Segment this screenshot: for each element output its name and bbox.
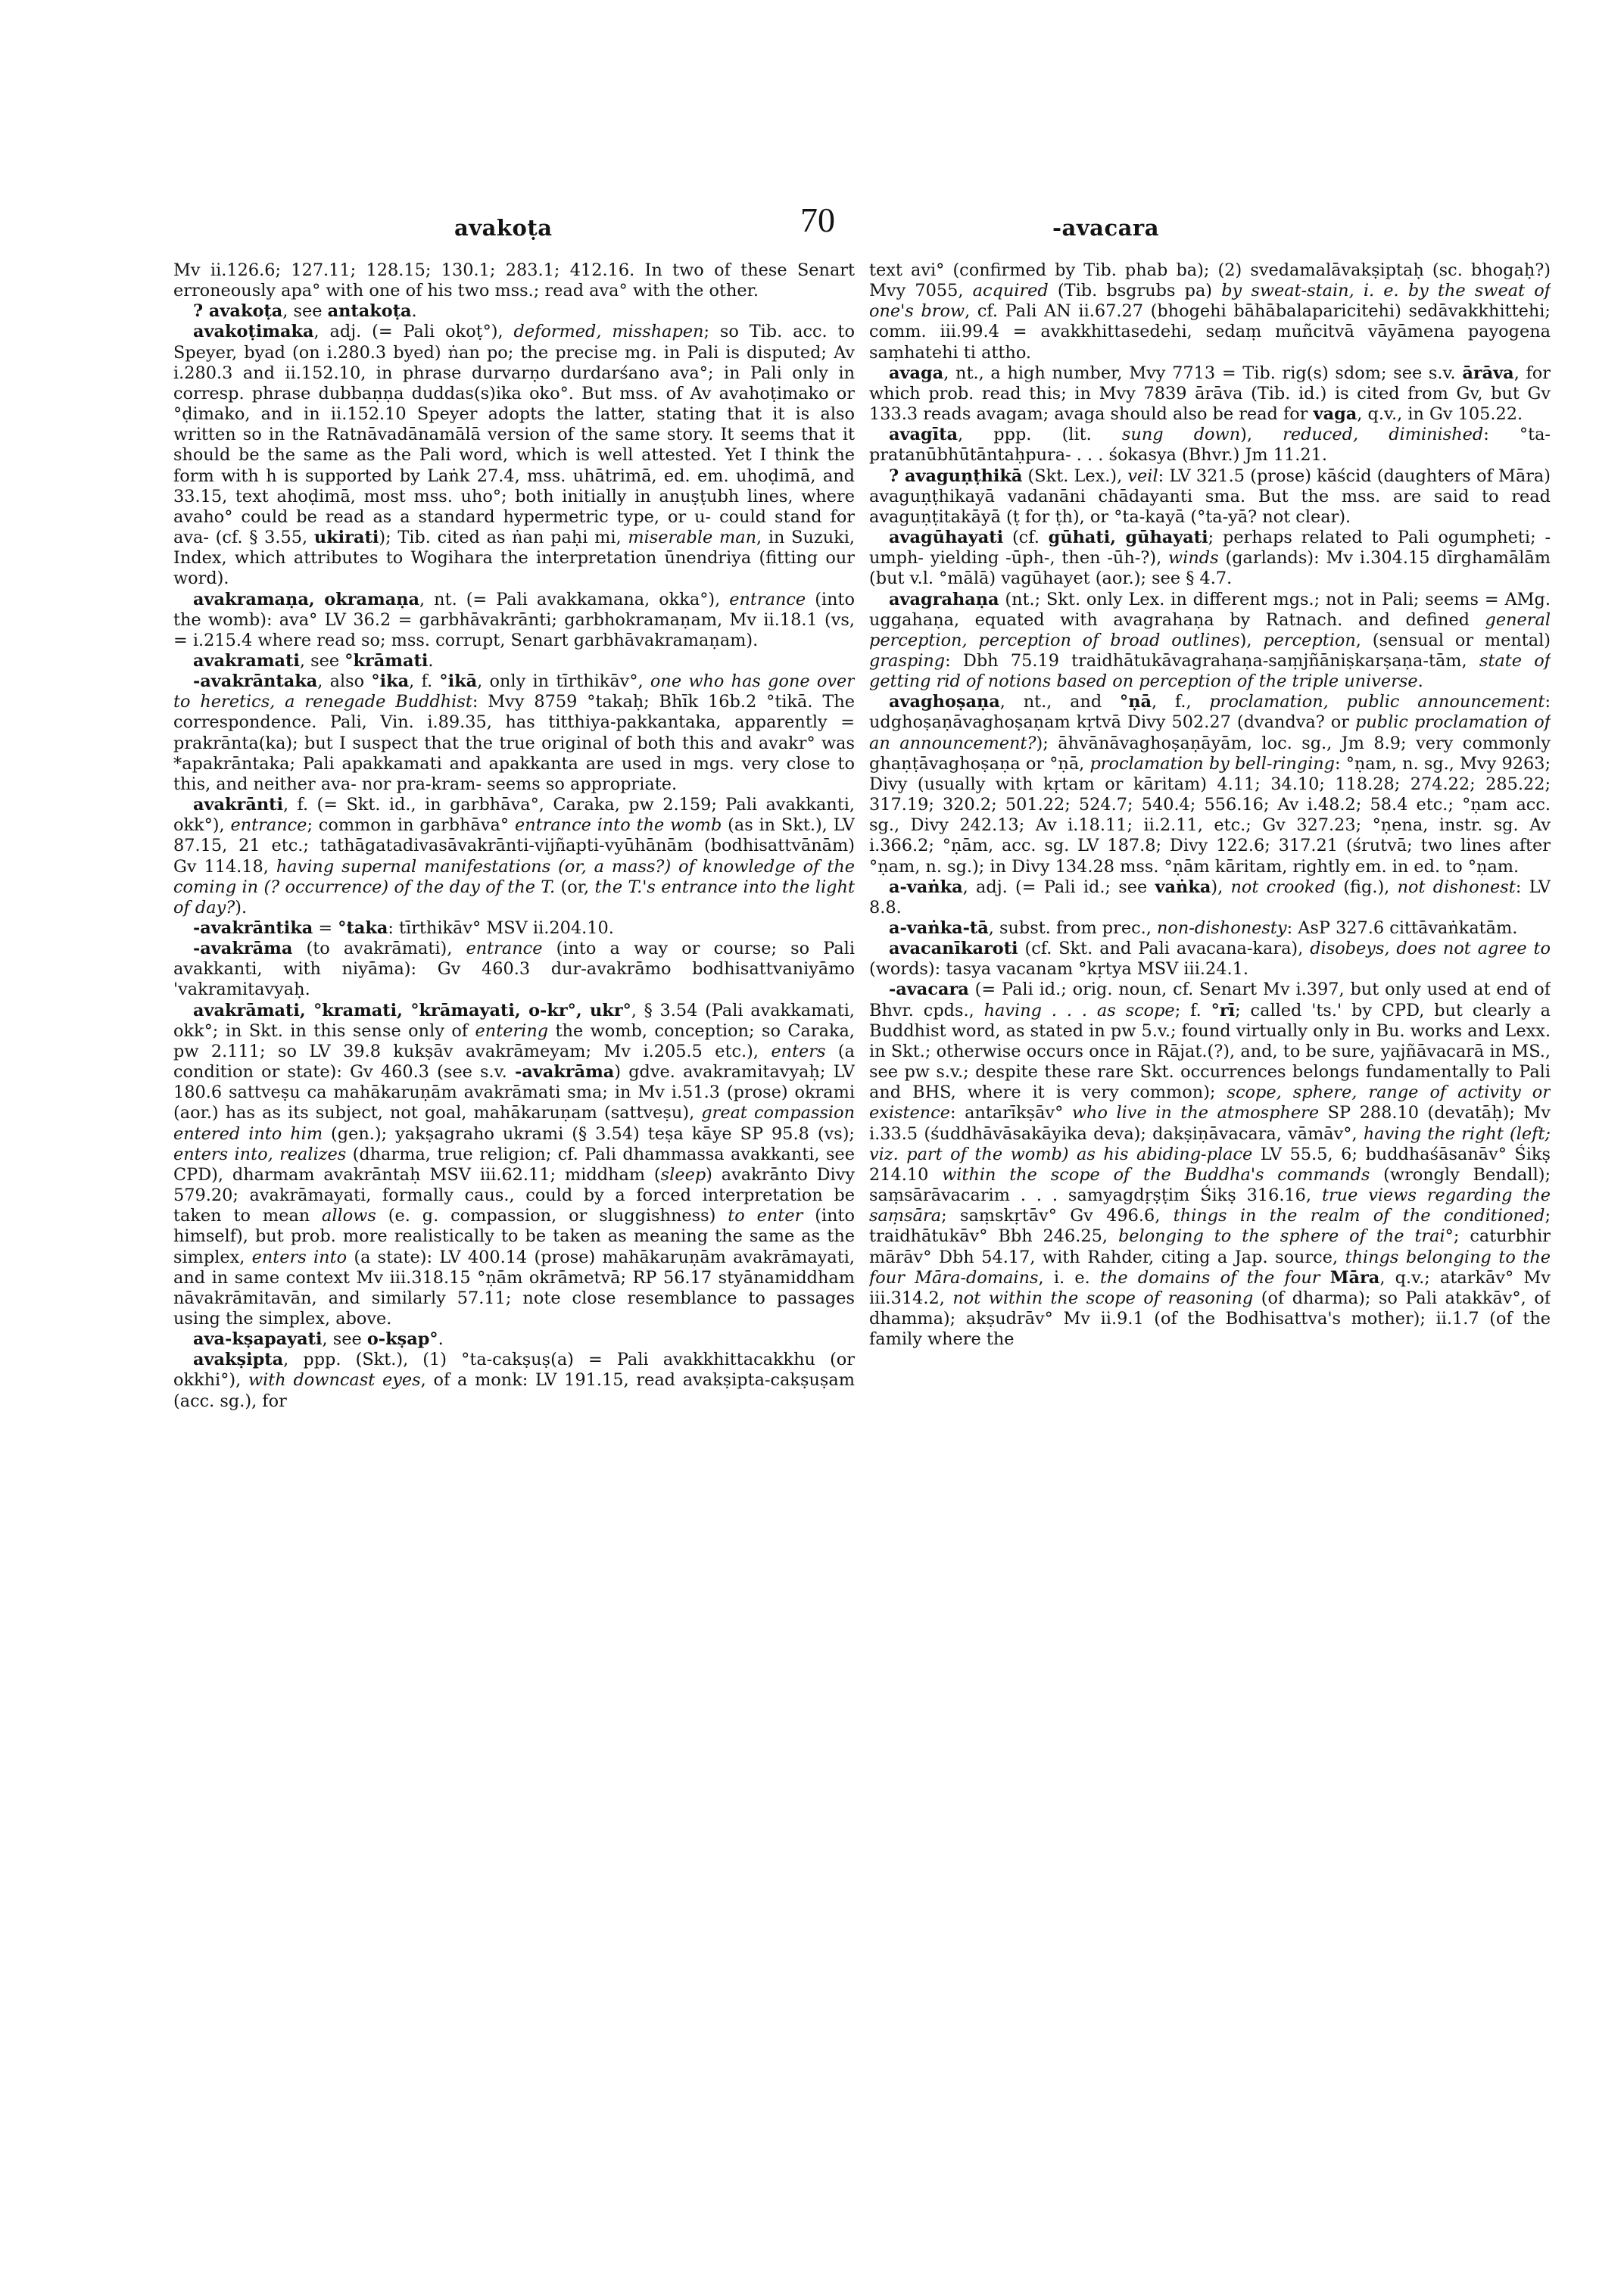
dictionary-entry: -avacara (= Pali id.; orig. noun, cf. Senart Mv i.397, but only used at end of Bhvr. cpds., having . . . as scope; f. °rī; called 'ts.' by CPD, but clearly a Buddhist word, as stated in pw 5.v.; found virtually only in Bu. works and Lexx. in Skt.; otherwise occurs once in Rājat.(?), and, to be sure, yajñāvacarā in MS., see pw s.v.; despite these rare Skt. occurrences belongs fundamentally to Pali and BHS, where it is very common); scope, sphere, range of activity or existence: antarīkṣāv° who live in the atmosphere SP 288.10 (devatāḥ); Mv i.33.5 (śuddhāvāsakāyika deva); dakṣiṇāvacara, vāmāv°, having the right (left; viz. part of the womb) as his abiding-place LV 55.5, 6; buddhaśāsanāv° Śikṣ 214.10 within the scope of the Buddha's commands (wrongly Bendall); saṃsārāvacarim . . . samyagdṛṣṭim Śikṣ 316.16, true views regarding the saṃsāra; saṃskṛtāv° Gv 496.6, things in the realm of the conditioned; traidhātukāv° Bbh 246.25, belonging to the sphere of the trai°; caturbhir mārāv° Dbh 54.17, with Rahder, citing a Jap. source, things belonging to the four Māra-domains, i. e. the domains of the four Māra, q.v.; atarkāv° Mv iii.314.2, not within the scope of reasoning (of dharma); so Pali atakkāv°, of dhamma); akṣudrāv° Mv ii.9.1 (of the Bodhisattva's mother); ii.1.7 (of the family where the (869, 980, 1551, 1350)
dictionary-entry: avakoṭimaka, adj. (= Pali okoṭ°), deformed, misshapen; so Tib. acc. to Speyer, byad (on i.280.3 byed) ṅan po; the precise mg. in Pali is disputed; Av i.280.3 and ii.152.10, in phrase durvarṇo durdarśano ava°; in Pali only in corresp. phrase dubbaṇṇa duddas(s)ika oko°. But mss. of Av avahoṭimako or °ḍimako, and in ii.152.10 Speyer adopts the latter, stating that it is also written so in the Ratnāvadānamālā version of the same story. It seems that it should be the same as the Pali word, which is well attested. Yet I think the form with h is supported by Laṅk 27.4, mss. uhātrimā, ed. em. uhoḍimā, and 33.15, text ahoḍimā, most mss. uho°; both initially in anuṣṭubh lines, where avaho° could be read as a standard hypermetric type, or u- could stand for ava- (cf. § 3.55, ukirati); Tib. cited as ṅan paḥi mi, miserable man, in Suzuki, Index, which attributes to Wogihara the interpretation ūnendriya (fitting our word). (173, 322, 855, 589)
dictionary-entry: avagūhayati (cf. gūhati, gūhayati; perhaps related to Pali ogumpheti; -umph- yielding -ūph-, then -ūh-?), winds (garlands): Mv i.304.15 dīrghamālām (but v.l. °mālā) vagūhayet (aor.); see § 4.7. (869, 528, 1551, 589)
dictionary-entry: a-vaṅka-tā, subst. from prec., non-dishonesty: AsP 327.6 cittāvaṅkatām. (889, 918, 1518, 938)
dictionary-entry: ? avaguṇṭhikā (Skt. Lex.), veil: LV 321.5 (prose) kāścid (daughters of Māra) avaguṇṭhikayā vadanāni chādayanti sma. But the mss. are said to read avaguṇṭitakāyā (ṭ for ṭh), or °ta-kayā (°ta-yā? not clear). (869, 466, 1551, 527)
dictionary-entry: ava-kṣapayati, see o-kṣap°. (193, 1329, 444, 1350)
dictionary-entry: avakṣipta, ppp. (Skt.), (1) °ta-cakṣuṣ(a) = Pali avakkhittacakkhu (or okkhi°), with downcast eyes, of a monk: LV 191.15, read avakṣipta-cakṣuṣam (acc. sg.), for (173, 1350, 855, 1411)
running-head-right: -avacara (1052, 215, 1159, 241)
dictionary-entry: avakramaṇa, okramaṇa, nt. (= Pali avakkamana, okka°), entrance (into the womb): ava° LV 36.2 = garbhāvakrānti; garbhokramaṇam, Mv ii.18.1 (vs, = i.215.4 where read so; mss. corrupt, Senart garbhāvakramaṇam). (173, 589, 855, 650)
dictionary-entry: avaghoṣaṇa, nt., and °ṇā, f., proclamation, public announcement: udghoṣaṇāvaghoṣaṇam kṛtvā Divy 502.27 (dvandva? or public proclamation of an announcement?); āhvānāvaghoṣaṇāyām, loc. sg., Jm 8.9; very commonly ghaṇṭāvaghoṣaṇa or °ṇā, proclamation by bell-ringing: °ṇam, n. sg., Mvy 9263; Divy (usually with kṛtam or kāritam) 4.11; 34.10; 118.28; 274.22; 285.22; 317.19; 320.2; 501.22; 524.7; 540.4; 556.16; Av i.48.2; 58.4 etc.; °ṇam acc. sg., Divy 242.13; Av i.18.11; ii.2.11, etc.; Gv 327.23; °ṇena, instr. sg. Av i.366.2; °ṇām, acc. sg. LV 187.8; Divy 122.6; 317.21 (śrutvā; two lines after °ṇam, n. sg.); in Divy 134.28 mss. °ṇām kāritam, rightly em. in ed. to °ṇam. (869, 692, 1551, 877)
dictionary-entry: avacanīkaroti (cf. Skt. and Pali avacana-kara), disobeys, does not agree to (words): tasya vacanam °kṛtya MSV iii.24.1. (869, 939, 1551, 980)
right-column (869, 260, 1551, 2232)
dictionary-entry: ? avakoṭa, see antakoṭa. (193, 301, 417, 322)
dictionary-entry: avagīta, ppp. (lit. sung down), reduced, diminished: °ta-pratanūbhūtāntaḥpura- . . . śokasya (Bhvr.) Jm 11.21. (869, 425, 1551, 466)
running-head-left: avakoṭa (454, 215, 553, 241)
dictionary-entry: avakrāmati, °kramati, °krāmayati, o-kr°, ukr°, § 3.54 (Pali avakkamati, okk°; in Skt. in this sense only of entering the womb, conception; so Caraka, pw 2.111; so LV 39.8 kukṣāv avakrāmeyam; Mv i.205.5 etc.), enters (a condition or state): Gv 460.3 (see s.v. -avakrāma) gdve. avakramitavyaḥ; LV 180.6 sattveṣu ca mahākaruṇām avakrāmati sma; in Mv i.51.3 (prose) okrami (aor.) has as its subject, not goal, mahākaruṇam (sattveṣu), great compassion entered into him (gen.); yakṣagraho ukrami (§ 3.54) teṣa kāye SP 95.8 (vs); enters into, realizes (dharma, true religion; cf. Pali dhammassa avakkanti, see CPD), dharmam avakrāntaḥ MSV iii.62.11; middham (sleep) avakrānto Divy 579.20; avakrāmayati, formally caus., could by a forced interpretation be taken to mean allows (e. g. compassion, or sluggishness) to enter (into himself), but prob. more realistically to be taken as meaning the same as the simplex, enters into (a state): LV 400.14 (prose) mahākaruṇām avakrāmayati, and in same context Mv iii.318.15 °ṇām okrāmetvā; RP 56.17 styānamiddham nāvakrāmitavān, and similarly 57.11; note close resemblance to passages using the simplex, above. (173, 1000, 855, 1329)
dictionary-entry: text avi° (confirmed by Tib. phab ba); (2) svedamalāvakṣiptaḥ (sc. bhogaḥ?) Mvy 7055, acquired (Tib. bsgrubs pa) by sweat-stain, i. e. by the sweat of one's brow, cf. Pali AN ii.67.27 (bhogehi bāhābalaparicitehi) sedāvakkhittehi; comm. iii.99.4 = avakkhittasedehi, sedaṃ muñcitvā vāyāmena payogena saṃhatehi ti attho. (869, 260, 1551, 363)
page-number: 70 (800, 201, 835, 239)
dictionary-entry: avakrānti, f. (= Skt. id., in garbhāva°, Caraka, pw 2.159; Pali avakkanti, okk°), entrance; common in garbhāva° entrance into the womb (as in Skt.), LV 87.15, 21 etc.; tathāgatadivasāvakrānti-vijñapti-vyūhānām (bodhisattvānām) Gv 114.18, having supernal manifestations (or, a mass?) of knowledge of the coming in (? occurrence) of the day of the T. (or, the T.'s entrance into the light of day?). (173, 795, 855, 918)
dictionary-entry: -avakrāntaka, also °ika, f. °ikā, only in tīrthikāv°, one who has gone over to heretics, a renegade Buddhist: Mvy 8759 °takaḥ; Bhīk 16b.2 °tikā. The correspondence. Pali, Vin. i.89.35, has titthiya-pakkantaka, apparently = prakrānta(ka); but I suspect that the true original of both this and avakr° was *apakrāntaka; Pali apakkamati and apakkanta are used in mgs. very close to this, and neither ava- nor pra-kram- seems so appropriate. (173, 671, 855, 794)
dictionary-entry: avagrahaṇa (nt.; Skt. only Lex. in different mgs.; not in Pali; seems = AMg. uggahaṇa, equated with avagrahaṇa by Ratnach. and defined general perception, perception of broad outlines), perception, (sensual or mental) grasping: Dbh 75.19 traidhātukāvagrahaṇa-saṃjñāniṣkarṣaṇa-tām, state of getting rid of notions based on perception of the triple universe. (869, 589, 1551, 692)
dictionary-entry: avakramati, see °krāmati. (193, 650, 434, 671)
dictionary-entry: -avakrāma (to avakrāmati), entrance (into a way or course; so Pali avakkanti, with niyāma): Gv 460.3 dur-avakrāmo bodhisattvaniyāmo 'vakramitavyaḥ. (173, 939, 855, 1000)
dictionary-entry: a-vaṅka, adj. (= Pali id.; see vaṅka), not crooked (fig.), not dishonest: LV 8.8. (869, 877, 1551, 918)
dictionary-entry: -avakrāntika = °taka: tīrthikāv° MSV ii.204.10. (193, 918, 614, 938)
dictionary-entry: Mv ii.126.6; 127.11; 128.15; 130.1; 283.1; 412.16. In two of these Senart erroneously apa° with one of his two mss.; read ava° with the other. (173, 260, 855, 301)
left-column (173, 260, 855, 2232)
dictionary-entry: avaga, nt., a high number, Mvy 7713 = Tib. rig(s) sdom; see s.v. ārāva, for which prob. read this; in Mvy 7839 ārāva (Tib. id.) is cited from Gv, but Gv 133.3 reads avagam; avaga should also be read for vaga, q.v., in Gv 105.22. (869, 363, 1551, 425)
